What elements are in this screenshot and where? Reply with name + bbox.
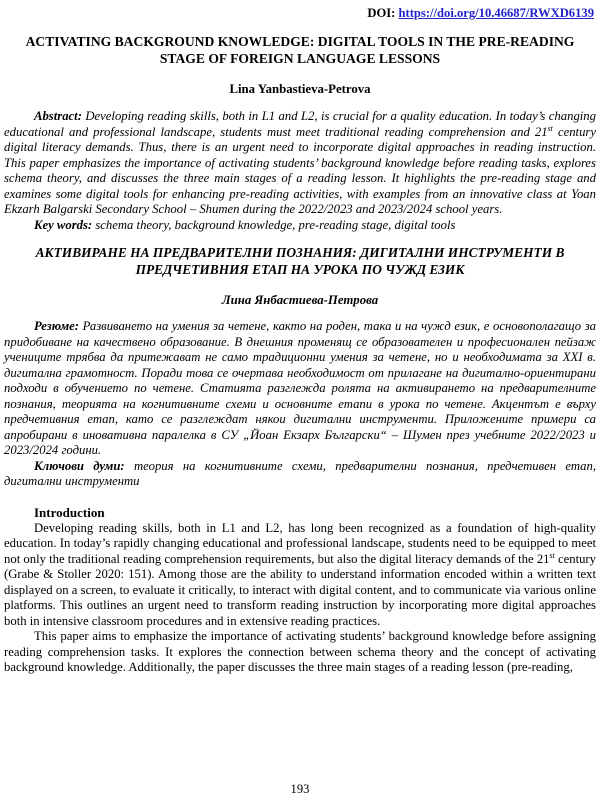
section-heading-introduction: Introduction	[34, 504, 105, 520]
resume-paragraph: Резюме: Развиването на умения за четене, както на роден, така и на чужд език, е основополагащо за придобиване на качествено образование. В днешния променящ се образователен и професионален пейзаж учениците трябва да притежават не само традиционни умения за четене, но и необходимата за XXI в. дигитална грамотност. Поради това се очертава необходимост от прилагане на дигитално-ориентирани подходи в обучението по четене. Статията разглежда ролята на активирането на предварителните познания, теорията на когнитивните схеми и основните етапи в урока по четене. Акцентът е върху предчетивния етап, като се разглеждат някои дигитални инструменти. Приложените примери са апробирани в иновативна паралелка в СУ „Йоан Екзарх Български“ – Шумен през учебните 2022/2023 и 2023/2024 години.	[4, 319, 596, 457]
keywords-line-bg: Ключови думи: теория на когнитивните схеми, предварителни познания, предчетивен етап, дигитални инструменти	[4, 458, 596, 488]
article-title-bg: АКТИВИРАНЕ НА ПРЕДВАРИТЕЛНИ ПОЗНАНИЯ: ДИГИТАЛНИ ИНСТРУМЕНТИ В ПРЕДЧЕТИВНИЯ ЕТАП НА УРОКА ПО ЧУЖД ЕЗИК	[35, 245, 565, 277]
article-title-en: ACTIVATING BACKGROUND KNOWLEDGE: DIGITAL TOOLS IN THE PRE-READING STAGE OF FOREIGN LANGUAGE LESSONS	[25, 34, 575, 66]
author-name-en: Lina Yanbastieva-Petrova	[229, 82, 371, 96]
author-name-bg: Лина Янбастиева-Петрова	[221, 293, 379, 307]
keywords-line-en: Key words: schema theory, background knowledge, pre-reading stage, digital tools	[34, 217, 456, 232]
page-number: 193	[290, 782, 310, 796]
intro-paragraph-1: Developing reading skills, both in L1 and L2, has long been recognized as a foundation of high-quality education. In today’s rapidly changing educational and professional landscape, students need to be equipped to meet not only the traditional reading comprehension requirements, but also the digital literacy demands of the 21st century (Grabe & Stoller 2020: 151). Among those are the ability to understand information encoded within a written text displayed on a screen, to evaluate it critically, to interact with digital content, and to communicate via various online platforms. This outlines an urgent need to transform reading instruction by incorporating more digital approaches both in intensive classroom procedures and in extensive reading practices.	[4, 520, 597, 628]
doi-link[interactable]: https://doi.org/10.46687/RWXD6139	[398, 6, 594, 20]
intro-paragraph-2: This paper aims to emphasize the importance of activating students’ background knowledge before assigning reading comprehension tasks. It explores the connection between schema theory and the concept of activating background knowledge. Additionally, the paper discusses the three main stages of a reading lesson (pre-reading,	[4, 629, 596, 674]
abstract-paragraph: Abstract: Developing reading skills, both in L1 and L2, is crucial for a quality education. In today’s changing educational and professional landscape, students must meet traditional reading comprehension and 21st century digital literacy demands. Thus, there is an urgent need to incorporate digital approaches in reading instruction. This paper emphasizes the importance of activating students’ background knowledge before reading tasks, explores schema theory, and discusses the three main stages of a reading lesson. It highlights the pre-reading stage and examines some digital tools for enhancing pre-reading activities, with examples from an innovative class at Yoan Ekzarh Balgarski Secondary School – Shumen during the 2022/2023 and 2023/2024 school years.	[4, 109, 596, 216]
doi-label: DOI:	[367, 6, 399, 20]
doi-line	[4, 6, 596, 20]
